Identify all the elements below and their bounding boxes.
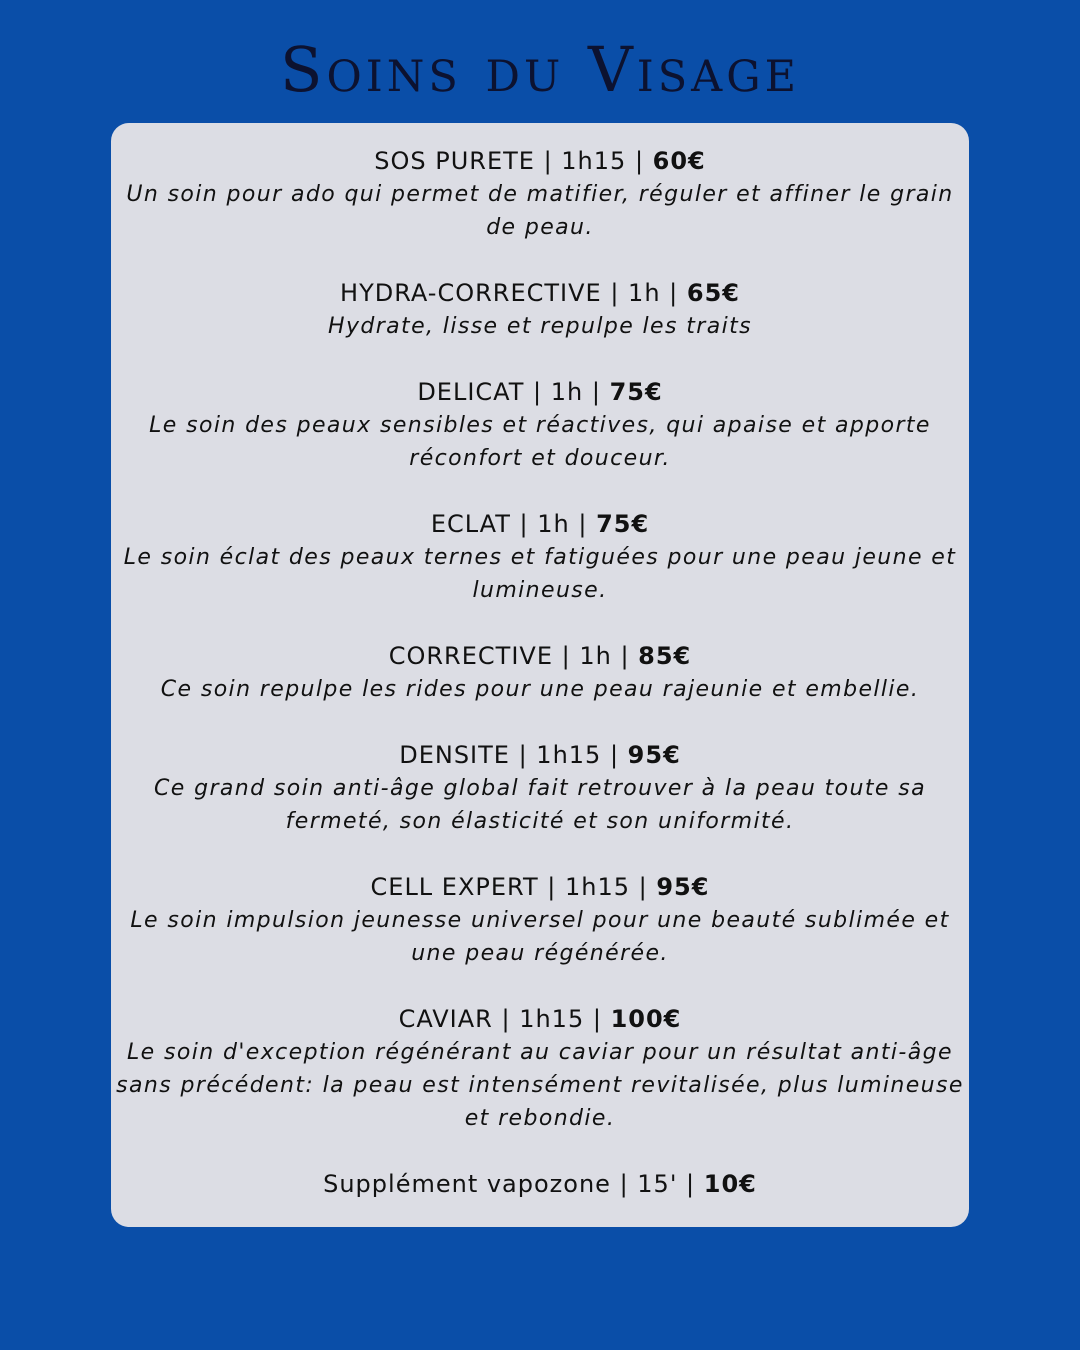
treatment-item <box>111 871 969 970</box>
treatment-heading: CELL EXPERT | 1h15 | 95€ <box>370 873 710 901</box>
treatment-item <box>111 376 969 475</box>
treatment-heading: CORRECTIVE | 1h | 85€ <box>388 642 692 670</box>
treatment-description <box>115 1036 965 1135</box>
treatment-duration: 1h <box>537 510 570 538</box>
treatment-description <box>115 178 965 244</box>
treatment-price: 60€ <box>652 147 706 175</box>
treatment-name: ECLAT <box>430 510 511 538</box>
treatment-price: 100€ <box>610 1005 682 1033</box>
treatment-duration: 15' <box>637 1170 678 1198</box>
treatment-description <box>115 673 965 706</box>
description-line: Le soin impulsion jeunesse universel pour une beauté sublimée et <box>130 908 950 933</box>
description-line: Le soin éclat des peaux ternes et fatiguées pour une peau jeune et <box>123 545 957 570</box>
description-line: Un soin pour ado qui permet de matifier, réguler et affiner le grain <box>126 182 954 207</box>
treatment-name: SOS PURETE <box>374 147 544 175</box>
description-line: Le soin d'exception régénérant au caviar pour un résultat anti-âge <box>127 1040 953 1065</box>
treatment-duration: 1h15 <box>519 1005 585 1033</box>
treatment-heading: Supplément vapozone | 15' | 10€ <box>323 1170 757 1198</box>
description-line: fermeté, son élasticité et son uniformité. <box>285 809 795 834</box>
treatment-name: CORRECTIVE <box>388 642 553 670</box>
page-title: Soins du Visage <box>280 33 800 106</box>
treatment-name: Supplément vapozone <box>323 1170 611 1198</box>
treatment-item <box>111 640 969 706</box>
treatment-price: 10€ <box>703 1170 757 1198</box>
treatment-duration: 1h15 <box>561 147 627 175</box>
treatment-heading: ECLAT | 1h | 75€ <box>430 510 650 538</box>
treatment-item <box>111 145 969 244</box>
treatment-heading: HYDRA-CORRECTIVE | 1h | 65€ <box>340 279 740 307</box>
description-line: sans précédent: la peau est intensément revitalisée, plus lumineuse <box>116 1073 964 1098</box>
treatment-name: DELICAT <box>417 378 525 406</box>
treatment-price: 85€ <box>638 642 692 670</box>
description-line: lumineuse. <box>472 578 608 603</box>
treatment-item <box>111 277 969 343</box>
treatment-description <box>115 904 965 970</box>
treatment-list <box>111 145 969 1201</box>
treatment-duration: 1h <box>579 642 612 670</box>
treatment-heading: SOS PURETE | 1h15 | 60€ <box>374 147 706 175</box>
treatment-description <box>115 772 965 838</box>
treatment-name: CELL EXPERT <box>370 873 539 901</box>
description-line: Ce soin repulpe les rides pour une peau rajeunie et embellie. <box>160 677 920 702</box>
treatment-duration: 1h15 <box>564 873 631 901</box>
treatment-price: 65€ <box>686 279 740 307</box>
treatment-duration: 1h15 <box>536 741 602 769</box>
treatment-price: 95€ <box>656 873 710 901</box>
menu-card <box>111 123 969 1227</box>
description-line: réconfort et douceur. <box>409 446 671 471</box>
treatment-heading: DENSITE | 1h15 | 95€ <box>399 741 681 769</box>
treatment-description <box>115 409 965 475</box>
treatment-heading: DELICAT | 1h | 75€ <box>417 378 663 406</box>
treatment-item <box>111 508 969 607</box>
description-line: de peau. <box>486 215 594 240</box>
description-line: Hydrate, lisse et repulpe les traits <box>328 314 752 339</box>
treatment-description <box>115 541 965 607</box>
treatment-duration: 1h <box>550 378 584 406</box>
treatment-price: 75€ <box>609 378 663 406</box>
description-line: une peau régénérée. <box>411 941 669 966</box>
treatment-name: DENSITE <box>399 741 510 769</box>
treatment-price: 95€ <box>627 741 681 769</box>
treatment-heading: CAVIAR | 1h15 | 100€ <box>398 1005 682 1033</box>
treatment-item <box>111 739 969 838</box>
treatment-item <box>111 1168 969 1201</box>
treatment-name: HYDRA-CORRECTIVE <box>340 279 611 307</box>
treatment-name: CAVIAR <box>398 1005 493 1033</box>
description-line: Le soin des peaux sensibles et réactives, qui apaise et apporte <box>149 413 931 438</box>
description-line: et rebondie. <box>464 1106 616 1131</box>
treatment-description <box>115 310 965 343</box>
description-line: Ce grand soin anti-âge global fait retrouver à la peau toute sa <box>154 776 926 801</box>
treatment-item <box>111 1003 969 1135</box>
treatment-price: 75€ <box>596 510 650 538</box>
treatment-duration: 1h <box>628 279 661 307</box>
